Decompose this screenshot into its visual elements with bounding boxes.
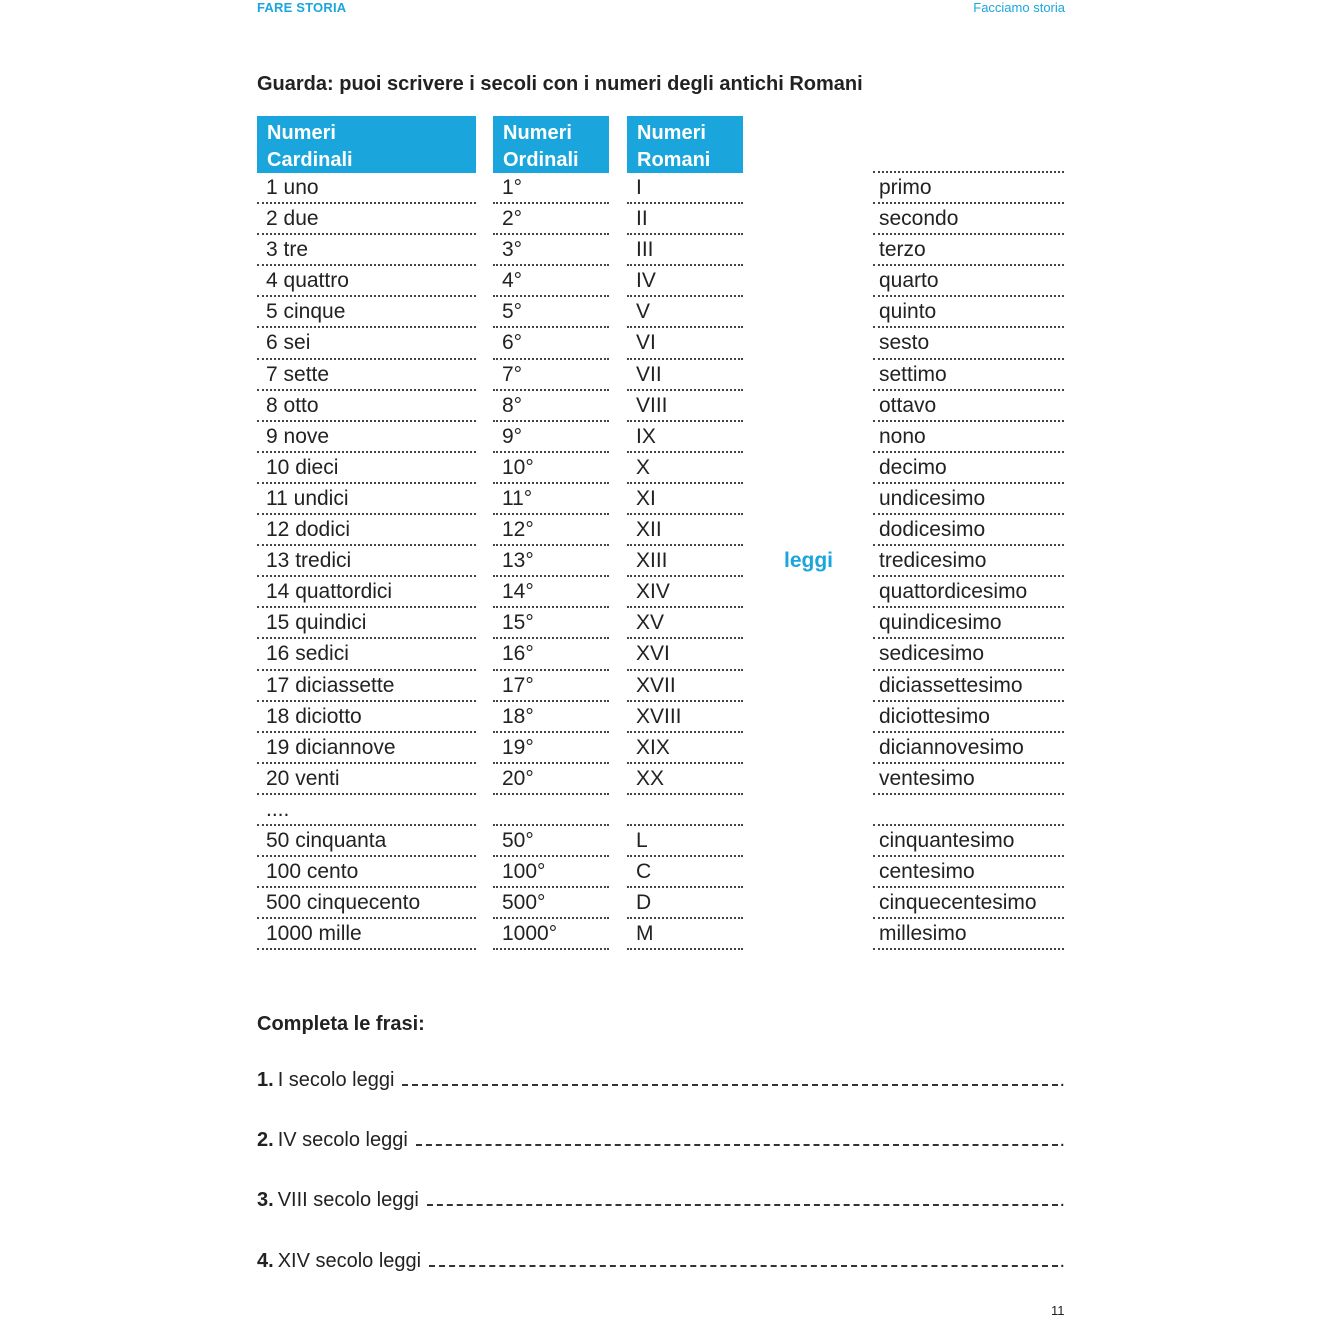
ordinal-number-cell: 100° (493, 857, 609, 888)
roman-number-cell: M (627, 919, 743, 950)
intro-text: Guarda: puoi scrivere i secoli con i numeri degli antichi Romani (257, 73, 863, 95)
reading-cell: secondo (873, 204, 1064, 235)
cardinal-number-cell: 1 uno (257, 173, 476, 204)
exercise-item-number: 1. (257, 1069, 274, 1091)
cardinal-number-cell: 8 otto (257, 391, 476, 422)
reading-cell: quinto (873, 297, 1064, 328)
reading-cell: settimo (873, 360, 1064, 391)
cardinal-number-cell: 10 dieci (257, 453, 476, 484)
roman-number-cell: XI (627, 484, 743, 515)
cardinal-number-cell: 100 cento (257, 857, 476, 888)
roman-number-cell (627, 795, 743, 826)
roman-number-cell: XX (627, 764, 743, 795)
exercise-item-text: XIV secolo leggi (277, 1250, 422, 1272)
reading-cell: quarto (873, 266, 1064, 297)
roman-number-cell: IV (627, 266, 743, 297)
ordinal-number-cell: 19° (493, 733, 609, 764)
cardinal-number-cell: 17 diciassette (257, 671, 476, 702)
reading-cell: sesto (873, 328, 1064, 359)
reading-cell: quindicesimo (873, 608, 1064, 639)
cardinal-number-cell: 11 undici (257, 484, 476, 515)
cardinal-number-cell: 50 cinquanta (257, 826, 476, 857)
section-label: FARE STORIA (257, 0, 347, 15)
cardinal-number-cell: 14 quattordici (257, 577, 476, 608)
reading-cell: cinquecentesimo (873, 888, 1064, 919)
roman-number-cell: VIII (627, 391, 743, 422)
cardinal-number-cell: 19 diciannove (257, 733, 476, 764)
answer-blank[interactable] (429, 1263, 1058, 1267)
ordinal-number-cell: 9° (493, 422, 609, 453)
roman-number-cell: X (627, 453, 743, 484)
ordinal-number-cell: 2° (493, 204, 609, 235)
cardinal-number-cell: 5 cinque (257, 297, 476, 328)
exercise-item-1: 1. I secolo leggi . (257, 1069, 1065, 1091)
ordinal-number-cell: 8° (493, 391, 609, 422)
roman-number-cell: L (627, 826, 743, 857)
roman-number-cell: XII (627, 515, 743, 546)
exercise-item-3: 3. VIII secolo leggi . (257, 1189, 1065, 1211)
ordinal-number-cell: 3° (493, 235, 609, 266)
ordinal-numbers-column (493, 116, 609, 950)
roman-number-cell: XIII (627, 546, 743, 577)
cardinal-number-cell: 1000 mille (257, 919, 476, 950)
cardinal-number-cell: 16 sedici (257, 639, 476, 670)
roman-number-cell: XVI (627, 639, 743, 670)
reading-cell: centesimo (873, 857, 1064, 888)
cardinal-number-cell: 3 tre (257, 235, 476, 266)
exercise-item-number: 2. (257, 1129, 274, 1151)
reading-column (873, 116, 1064, 950)
ordinal-number-cell: 1000° (493, 919, 609, 950)
reading-cell: diciannovesimo (873, 733, 1064, 764)
ordinal-number-cell: 6° (493, 328, 609, 359)
roman-number-cell: III (627, 235, 743, 266)
exercise-item-number: 4. (257, 1250, 274, 1272)
cardinal-number-cell: .... (257, 795, 476, 826)
cardinal-number-cell: 9 nove (257, 422, 476, 453)
roman-number-cell: C (627, 857, 743, 888)
column-header-romani: Numeri Romani (627, 116, 743, 173)
reading-cell (873, 795, 1064, 826)
ordinal-number-cell: 7° (493, 360, 609, 391)
reading-cell: ventesimo (873, 764, 1064, 795)
leggi-label: leggi (784, 549, 834, 572)
ordinal-number-cell: 20° (493, 764, 609, 795)
roman-number-cell: I (627, 173, 743, 204)
ordinal-number-cell: 18° (493, 702, 609, 733)
ordinal-number-cell (493, 795, 609, 826)
roman-number-cell: VII (627, 360, 743, 391)
reading-cell: ottavo (873, 391, 1064, 422)
reading-column-top-line (873, 116, 1064, 173)
cardinal-number-cell: 15 quindici (257, 608, 476, 639)
cardinal-number-cell: 13 tredici (257, 546, 476, 577)
reading-cell: millesimo (873, 919, 1064, 950)
roman-number-cell: V (627, 297, 743, 328)
reading-cell: quattordicesimo (873, 577, 1064, 608)
exercise-item-text: I secolo leggi (277, 1069, 395, 1091)
reading-cell: sedicesimo (873, 639, 1064, 670)
cardinal-number-cell: 18 diciotto (257, 702, 476, 733)
ordinal-number-cell: 15° (493, 608, 609, 639)
exercise-item-number: 3. (257, 1189, 274, 1211)
ordinal-number-cell: 17° (493, 671, 609, 702)
roman-number-cell: II (627, 204, 743, 235)
ordinal-number-cell: 4° (493, 266, 609, 297)
reading-cell: undicesimo (873, 484, 1064, 515)
reading-cell: terzo (873, 235, 1064, 266)
reading-cell: tredicesimo (873, 546, 1064, 577)
page-number: 11 (1051, 1303, 1065, 1318)
book-title: Facciamo storia (973, 0, 1065, 15)
ordinal-number-cell: 11° (493, 484, 609, 515)
roman-number-cell: XIV (627, 577, 743, 608)
reading-cell: diciassettesimo (873, 671, 1064, 702)
exercise-item-4: 4. XIV secolo leggi . (257, 1250, 1065, 1272)
cardinal-number-cell: 4 quattro (257, 266, 476, 297)
cardinal-number-cell: 500 cinquecento (257, 888, 476, 919)
roman-number-cell: XV (627, 608, 743, 639)
cardinal-number-cell: 12 dodici (257, 515, 476, 546)
reading-cell: cinquantesimo (873, 826, 1064, 857)
reading-cell: primo (873, 173, 1064, 204)
cardinal-number-cell: 7 sette (257, 360, 476, 391)
cardinal-number-cell: 6 sei (257, 328, 476, 359)
ordinal-number-cell: 13° (493, 546, 609, 577)
reading-cell: nono (873, 422, 1064, 453)
ordinal-number-cell: 16° (493, 639, 609, 670)
exercise-item-text: IV secolo leggi (277, 1129, 408, 1151)
ordinal-number-cell: 5° (493, 297, 609, 328)
roman-numbers-column (627, 116, 743, 950)
answer-blank[interactable] (427, 1202, 1059, 1206)
ordinal-number-cell: 12° (493, 515, 609, 546)
roman-number-cell: XIX (627, 733, 743, 764)
ordinal-number-cell: 50° (493, 826, 609, 857)
answer-blank[interactable] (416, 1142, 1059, 1146)
cardinal-numbers-column (257, 116, 476, 950)
reading-cell: dodicesimo (873, 515, 1064, 546)
ordinal-number-cell: 1° (493, 173, 609, 204)
cardinal-number-cell: 2 due (257, 204, 476, 235)
answer-blank[interactable] (402, 1082, 1058, 1086)
ordinal-number-cell: 10° (493, 453, 609, 484)
cardinal-number-cell: 20 venti (257, 764, 476, 795)
reading-cell: decimo (873, 453, 1064, 484)
exercise-title: Completa le frasi: (257, 1013, 425, 1035)
ordinal-number-cell: 14° (493, 577, 609, 608)
roman-number-cell: IX (627, 422, 743, 453)
roman-number-cell: XVIII (627, 702, 743, 733)
roman-number-cell: D (627, 888, 743, 919)
ordinal-number-cell: 500° (493, 888, 609, 919)
exercise-item-text: VIII secolo leggi (277, 1189, 419, 1211)
exercise-item-2: 2. IV secolo leggi . (257, 1129, 1065, 1151)
column-header-ordinali: Numeri Ordinali (493, 116, 609, 173)
roman-number-cell: XVII (627, 671, 743, 702)
column-header-cardinali: Numeri Cardinali (257, 116, 476, 173)
roman-number-cell: VI (627, 328, 743, 359)
reading-cell: diciottesimo (873, 702, 1064, 733)
